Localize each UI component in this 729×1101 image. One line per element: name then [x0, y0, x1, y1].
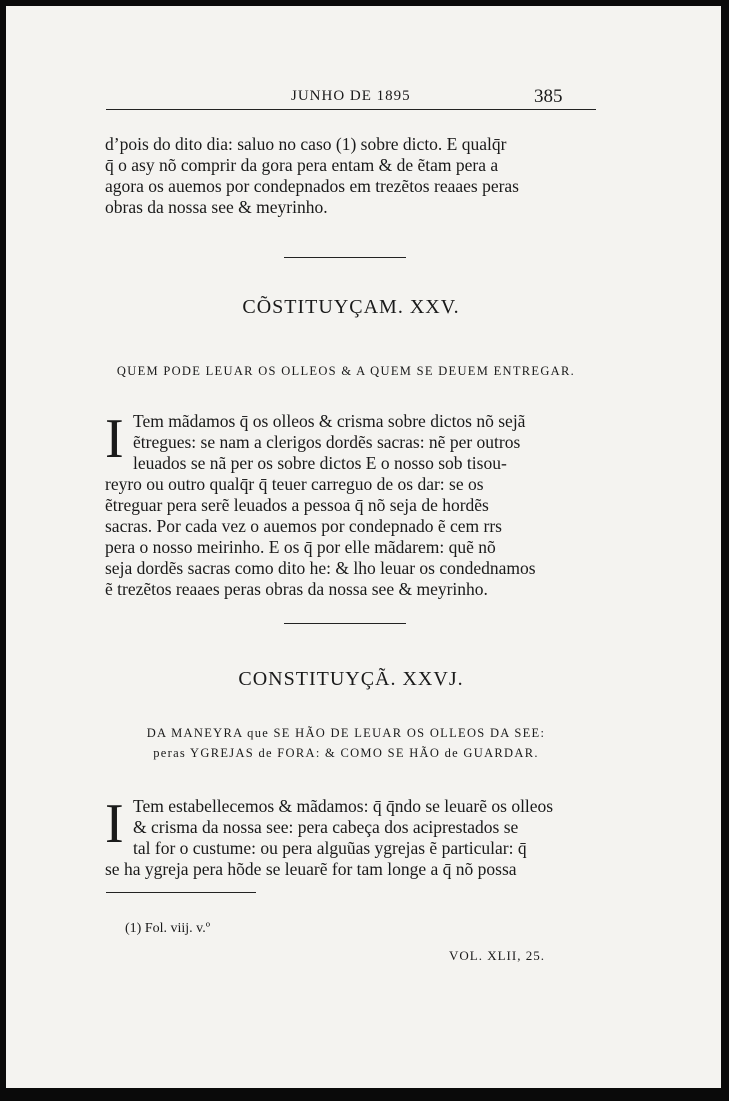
- section-paragraph-xxvj: [105, 793, 589, 880]
- drop-cap: I: [105, 793, 124, 855]
- text-line: ẽ trezẽtos reaaes peras obras da nossa see & meyrinho.: [105, 579, 488, 599]
- text-line: pera o nosso meirinho. E os q̄ por elle mãdarem: quẽ nõ: [105, 537, 496, 557]
- text-line: q̄ o asy nõ comprir da gora pera entam & de ẽtam pera a: [105, 155, 499, 175]
- text-line: seja dordẽs sacras como dito he: & lho leuar os condednamos: [105, 558, 536, 578]
- text-line: se ha ygreja pera hõde se leuarẽ for tam longe a q̄ nõ possa: [105, 859, 517, 879]
- text-line: agora os auemos por condepnados em trezẽtos reaaes peras: [105, 176, 519, 196]
- text-line: ẽtregues: se nam a clerigos dordẽs sacras: nẽ per outros: [133, 432, 521, 452]
- text-line: reyro ou outro qualq̄r q̄ teuer carreguo de os dar: se os: [105, 474, 484, 494]
- text-line: d’pois do dito dia: saluo no caso (1) sobre dicto. E qualq̄r: [105, 134, 507, 154]
- section-subtitle-xxv: QUEM PODE LEUAR OS OLLEOS & A QUEM SE DEUEM ENTREGAR.: [116, 364, 576, 378]
- text-line: & crisma da nossa see: pera cabeça dos aciprestados se: [133, 817, 519, 837]
- text-line: sacras. Por cada vez o auemos por condepnado ẽ cem rrs: [105, 516, 502, 536]
- page-number: 385: [534, 86, 563, 107]
- running-header: JUNHO DE 1895: [291, 88, 411, 104]
- page: [6, 6, 721, 1088]
- signature-mark: VOL. XLII, 25.: [449, 948, 545, 963]
- text-line: obras da nossa see & meyrinho.: [105, 197, 328, 217]
- section-divider: [284, 257, 406, 258]
- text-line: Tem estabellecemos & mãdamos: q̄ q̄ndo se leuarẽ os olleos: [133, 796, 554, 816]
- section-heading-xxvj: CONSTITUYÇÃ. XXVJ.: [238, 668, 464, 690]
- text-line: ẽtreguar pera serẽ leuados a pessoa q̄ nõ seja de hordẽs: [105, 495, 489, 515]
- intro-paragraph: [105, 134, 589, 218]
- section-paragraph-xxv: [105, 408, 589, 600]
- text-line: tal for o custume: ou pera alguũas ygrejas ẽ particular: q̄: [133, 838, 527, 858]
- section-subtitle-xxvj-line2: peras YGREJAS de FORA: & COMO SE HÃO de GUARDAR.: [153, 746, 539, 760]
- text-line: leuados se nã per os sobre dictos E o nosso sob tisou-: [133, 453, 507, 473]
- section-heading-xxv: CÕSTITUYÇAM. XXV.: [242, 296, 460, 318]
- footnote-rule: [106, 892, 256, 893]
- footnote: (1) Fol. viij. v.º: [125, 921, 211, 936]
- section-subtitle-xxvj-line1: DA MANEYRA que SE HÃO DE LEUAR OS OLLEOS DA SEE:: [146, 726, 546, 740]
- section-divider: [284, 623, 406, 624]
- header-rule: [106, 109, 596, 110]
- drop-cap: I: [105, 408, 124, 470]
- text-line: Tem mãdamos q̄ os olleos & crisma sobre dictos nõ sejã: [133, 411, 526, 431]
